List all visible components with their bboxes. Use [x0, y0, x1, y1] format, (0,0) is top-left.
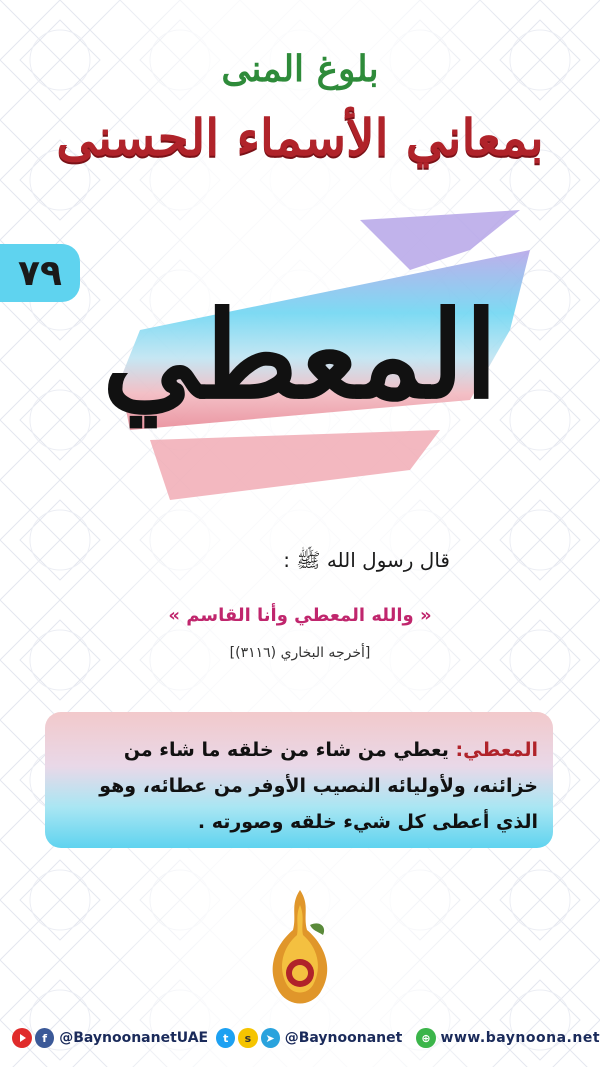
name-number-badge: ٧٩ [0, 244, 80, 302]
snapchat-icon[interactable]: s [238, 1028, 257, 1048]
baynoona-logo [255, 885, 345, 1010]
facebook-icon[interactable]: f [35, 1028, 54, 1048]
meaning-text: يعطي من شاء من خلقه ما شاء من خزائنه، ولأوليائه النصيب الأوفر من عطائه، وهو الذي أعطى كل شيء خلقه وصورته . [99, 739, 538, 833]
twitter-icon[interactable]: t [216, 1028, 235, 1048]
divine-name-calligraphy: المعطي [102, 285, 498, 426]
handle-uae[interactable]: @BaynoonanetUAE [59, 1030, 209, 1046]
handle-main[interactable]: @Baynoonanet [284, 1030, 403, 1046]
telegram-icon[interactable]: ➤ [261, 1028, 280, 1048]
hadith-intro: قال رسول الله ﷺ : [283, 548, 450, 572]
series-title-line2: بمعاني الأسماء الحسنى [56, 108, 544, 167]
social-footer [0, 1018, 600, 1058]
youtube-icon[interactable] [12, 1028, 32, 1048]
meaning-text-block [60, 732, 538, 840]
meaning-term: المعطي: [455, 739, 538, 761]
series-title-line1: بلوغ المنى [221, 48, 379, 90]
hadith-text: « والله المعطي وأنا القاسم » [168, 605, 432, 626]
website-link[interactable]: www.baynoona.net [440, 1030, 600, 1046]
web-icon[interactable]: ⊕ [416, 1028, 435, 1048]
hadith-source: [أخرجه البخاري (٣١١٦)] [229, 645, 371, 661]
